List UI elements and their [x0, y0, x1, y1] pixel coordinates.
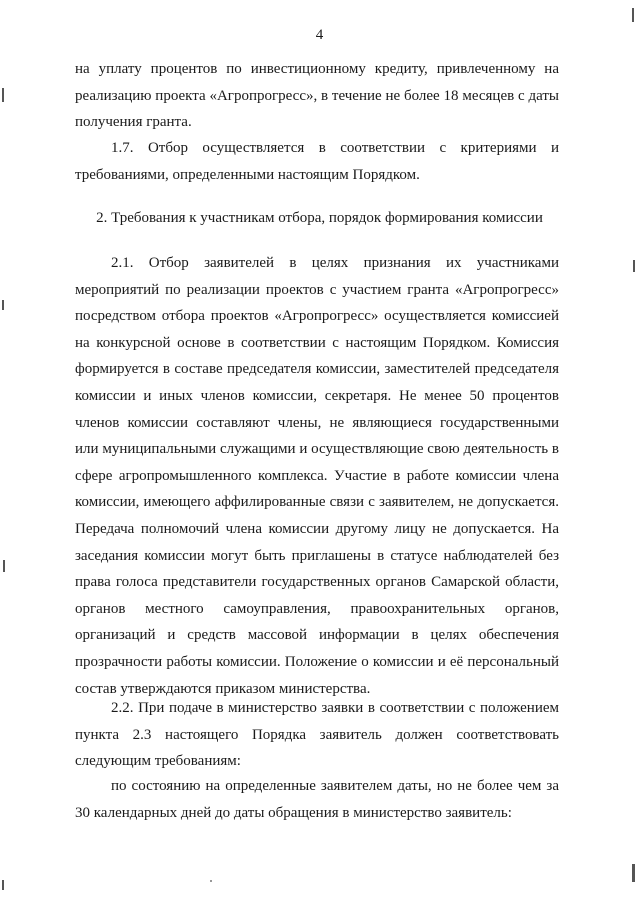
paragraph-2-1: 2.1. Отбор заявителей в целях признания их участниками мероприятий по реализации проектов с участием гранта «Агропрогресс» посредством отбора проектов «Агропрогресс» осуществляется комиссией на конкурсной основе в соответствии с настоящим Порядком. Комиссия формируется в составе председателя комиссии, заместителей председателя комиссии и иных членов комиссии, секретаря. Не менее 50 процентов членов комиссии составляют члены, не являющиеся государственными или муниципальными служащими и осуществляющие свою деятельность в сфере агропромышленного комплекса. Участие в работе комиссии члена комиссии, имеющего аффилированные связи с заявителем, не допускается. Передача полномочий члена комиссии другому лицу не допускается. На заседания комиссии могут быть приглашены в статусе наблюдателей без права голоса представители государственных органов Самарской области, органов местного самоуправления, правоохранительных органов, организаций и средств массовой информации в целях обеспечения прозрачности работы комиссии. Положение о комиссии и её персональный состав утверждаются приказом министерства.: [75, 255, 559, 697]
scan-edge-mark: [632, 864, 635, 882]
scan-edge-mark: [3, 560, 5, 572]
scan-edge-mark: [2, 880, 4, 890]
paragraph-requirements-intro: по состоянию на определенные заявителем даты, но не более чем за 30 календарных дней до даты обращения в министерство заявитель:: [75, 778, 559, 821]
scan-edge-mark: [2, 88, 4, 102]
scan-speck: [210, 880, 212, 882]
scan-edge-mark: [632, 8, 634, 22]
scan-edge-mark: [633, 260, 635, 272]
paragraph-1-7: 1.7. Отбор осуществляется в соответствии с критериями и требованиями, определенными настоящим Порядком.: [75, 140, 559, 183]
section-heading-2: 2. Требования к участникам отбора, порядок формирования комиссии: [96, 210, 543, 226]
scan-edge-mark: [2, 300, 4, 310]
paragraph-intro: на уплату процентов по инвестиционному кредиту, привлеченному на реализацию проекта «Агропрогресс», в течение не более 18 месяцев с даты получения гранта.: [75, 61, 559, 131]
page-number: 4: [315, 27, 324, 43]
paragraph-2-2: 2.2. При подаче в министерство заявки в соответствии с положением пункта 2.3 настоящего Порядка заявитель должен соответствовать следующим требованиям:: [75, 700, 559, 770]
